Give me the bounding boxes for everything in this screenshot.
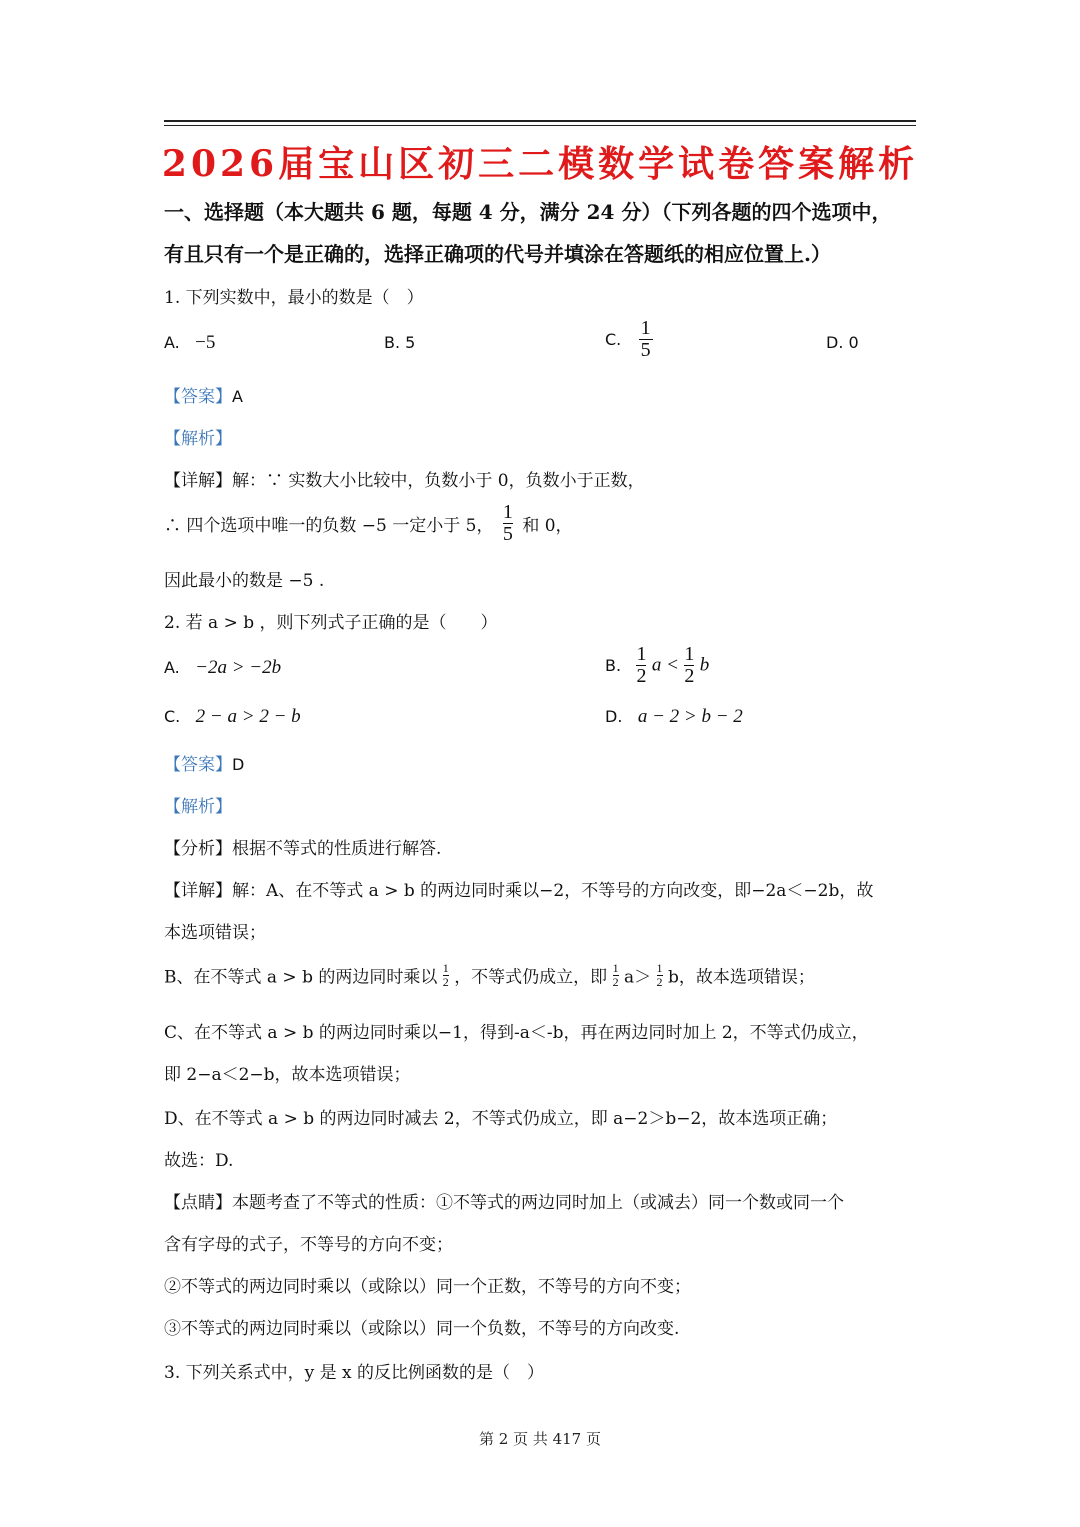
q2-option-d-label: D. <box>605 707 623 726</box>
q1-option-c-fraction <box>639 318 653 361</box>
q2-b-fraction-2 <box>613 962 619 988</box>
q2-b-num-3: 1 <box>656 961 663 975</box>
q2-b-den-3: 2 <box>656 974 663 989</box>
q1-option-b: B. 5 <box>384 333 416 352</box>
q2-option-d-value: a − 2 > b − 2 <box>637 706 743 727</box>
q1-option-c-numerator: 1 <box>640 317 651 339</box>
q2-option-c <box>164 706 301 728</box>
page-title: 2026届宝山区初三二模数学试卷答案解析 <box>161 143 919 185</box>
section-heading-line2: 有且只有一个是正确的，选择正确项的代号并填涂在答题纸的相应位置上.） <box>164 242 831 266</box>
q2-dianjing-line2: 含有字母的式子，不等号的方向不变； <box>164 1235 453 1255</box>
top-rule-1 <box>164 120 916 122</box>
q2-option-b-den-2: 2 <box>684 665 695 687</box>
q1-answer-value: A <box>232 387 243 406</box>
q2-b-fraction-1 <box>443 962 449 988</box>
q1-conclusion: 因此最小的数是 −5 . <box>164 571 325 591</box>
q1-option-c <box>605 318 653 361</box>
q2-detail-line1: 【详解】解：A、在不等式 a > b 的两边同时乘以−2，不等号的方向改变，即−2a＜−2b，故 <box>164 881 874 901</box>
top-rule-2 <box>164 125 916 126</box>
q2-option-d <box>605 706 743 728</box>
q2-option-b-middle: a < <box>651 654 679 676</box>
q2-b-num-2: 1 <box>612 961 619 975</box>
q1-answer <box>164 382 243 407</box>
q2-option-b-fraction-2 <box>684 644 694 687</box>
q2-dianjing-line1: 【点睛】本题考查了不等式的性质：①不等式的两边同时加上（或减去）同一个数或同一个 <box>164 1193 844 1213</box>
q2-detail-d-line: D、在不等式 a > b 的两边同时减去 2，不等式仍成立，即 a−2＞b−2，故本选项正确； <box>164 1109 838 1129</box>
q2-detail-c-line2: 即 2−a＜2−b，故本选项错误； <box>164 1065 411 1085</box>
q1-detail-line2-text: ∴ 四个选项中唯一的负数 −5 一定小于 5， <box>164 516 494 536</box>
q2-option-a <box>164 657 281 679</box>
q2-option-a-label: A. <box>164 658 180 677</box>
q2-dianjing-line3: ②不等式的两边同时乘以（或除以）同一个正数，不等号的方向不变； <box>164 1277 691 1297</box>
q1-answer-tag: 【答案】 <box>164 387 232 407</box>
q1-option-c-label: C. <box>605 330 622 349</box>
q2-choose: 故选：D. <box>164 1151 234 1171</box>
q2-b-text-1: B、在不等式 a > b 的两边同时乘以 <box>164 967 438 988</box>
q2-analysis-tag: 【解析】 <box>164 797 232 817</box>
q2-b-text-2: ，不等式仍成立，即 <box>454 967 608 988</box>
q2-option-b-end: b <box>699 654 710 676</box>
q1-option-a <box>164 332 215 354</box>
q1-option-c-denominator: 5 <box>640 339 651 361</box>
q2-b-den-2: 2 <box>612 974 619 989</box>
q2-option-a-value: −2a > −2b <box>195 657 282 678</box>
q1-option-a-value: −5 <box>195 332 216 353</box>
q2-b-fraction-3 <box>657 962 663 988</box>
q2-detail-line2: 本选项错误； <box>164 923 266 943</box>
q1-detail-line2-end: 和 0， <box>522 516 573 536</box>
q2-answer-value: D <box>232 755 245 774</box>
q1-stem: 1. 下列实数中，最小的数是（ ） <box>164 288 424 308</box>
q2-option-b <box>605 644 709 687</box>
q2-option-b-den-1: 2 <box>636 665 647 687</box>
q2-b-num-1: 1 <box>442 961 449 975</box>
q1-detail-fraction <box>503 502 513 545</box>
q2-dianjing-line4: ③不等式的两边同时乘以（或除以）同一个负数，不等号的方向改变. <box>164 1319 680 1339</box>
q2-option-c-value: 2 − a > 2 − b <box>195 706 301 727</box>
q2-answer-tag: 【答案】 <box>164 755 232 775</box>
q2-b-text-4: b，故本选项错误； <box>667 967 815 988</box>
q2-detail-b-line <box>164 962 815 988</box>
q2-b-den-1: 2 <box>442 974 449 989</box>
q2-option-b-fraction-1 <box>636 644 646 687</box>
q1-detail-numerator: 1 <box>502 501 513 523</box>
q1-option-d: D. 0 <box>826 333 859 352</box>
q1-detail: 【详解】解：∵ 实数大小比较中，负数小于 0，负数小于正数， <box>164 471 645 491</box>
section-heading-line1: 一、选择题（本大题共 6 题，每题 4 分，满分 24 分）（下列各题的四个选项中， <box>164 200 892 224</box>
q2-option-b-num-2: 1 <box>684 643 695 665</box>
q2-answer <box>164 750 244 775</box>
q2-stem: 2. 若 a > b ，则下列式子正确的是（ ） <box>164 613 498 633</box>
q1-analysis-tag: 【解析】 <box>164 429 232 449</box>
q1-detail-denominator: 5 <box>502 523 513 545</box>
q1-option-a-label: A. <box>164 333 180 352</box>
q1-detail-line2 <box>164 502 573 545</box>
page-footer: 第 2 页 共 417 页 <box>478 1430 601 1448</box>
q2-option-c-label: C. <box>164 707 181 726</box>
q2-b-text-3: a＞ <box>624 967 652 988</box>
q2-fenxi: 【分析】根据不等式的性质进行解答. <box>164 839 442 859</box>
q2-option-b-num-1: 1 <box>636 643 647 665</box>
q2-detail-c-line1: C、在不等式 a > b 的两边同时乘以−1，得到-a＜-b，再在两边同时加上 2，不等式仍成立， <box>164 1023 869 1043</box>
q3-stem: 3. 下列关系式中，y 是 x 的反比例函数的是（ ） <box>164 1363 545 1383</box>
q2-option-b-label: B. <box>605 656 622 675</box>
